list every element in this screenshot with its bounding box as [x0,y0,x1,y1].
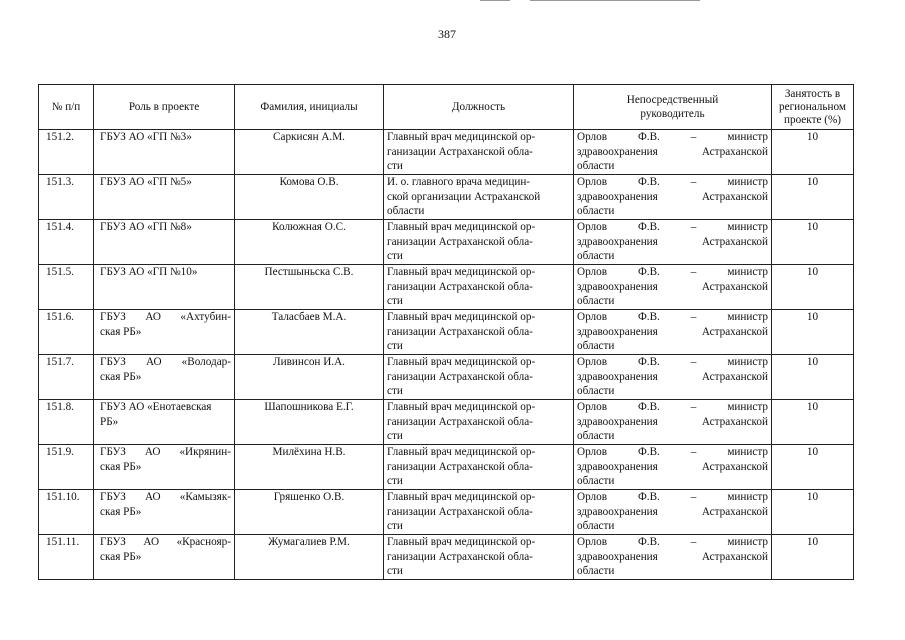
role-line [100,370,231,385]
supervisor-line-word: здравоохранения [577,370,658,383]
cell-position [384,400,574,445]
staff-table [38,84,854,580]
header-supervisor-line: Непосредственный [626,94,719,106]
supervisor-line-word: министр [727,401,768,413]
cell-name: Саркисян А.М. [235,130,384,175]
cell-role [94,355,235,400]
role-line [100,415,231,430]
cell-num: 151.9. [39,445,94,490]
supervisor-line [577,339,768,354]
cell-name: Комова О.В. [235,175,384,220]
cell-name: Милёхина Н.В. [235,445,384,490]
role-line [100,460,231,475]
supervisor-line [577,190,768,205]
cell-occupancy: 10 [772,130,854,175]
position-line: сти [387,565,403,577]
cell-occupancy: 10 [772,400,854,445]
supervisor-line-word: области [577,205,615,217]
cell-position [384,220,574,265]
role-line [100,490,231,505]
supervisor-line-word: министр [727,221,768,233]
supervisor-line-word: Ф.В. [637,266,660,278]
cell-position [384,355,574,400]
table-header-row [39,85,854,130]
supervisor-line [577,204,768,219]
cell-position [384,130,574,175]
supervisor-line-word: Астраханской [701,325,768,338]
role-line-word: «Камызяк- [179,491,231,503]
position-line: сти [387,430,403,442]
supervisor-line-word: здравоохранения [577,505,658,518]
supervisor-line-word: – [690,536,697,548]
supervisor-line [577,249,768,264]
cell-role [94,400,235,445]
supervisor-line-word: здравоохранения [577,550,658,563]
position-line: ганизации Астраханской обла- [387,145,533,158]
cell-role [94,445,235,490]
cell-supervisor [574,310,772,355]
header-supervisor [574,85,772,130]
supervisor-line-word: Ф.В. [637,176,660,188]
scan-artifact-line [480,0,510,1]
cell-num: 151.5. [39,265,94,310]
supervisor-line-word: Ф.В. [637,221,660,233]
role-line [100,550,231,565]
role-line-word: ГБУЗ [100,446,126,458]
position-line: ганизации Астраханской обла- [387,235,533,248]
supervisor-line-word: министр [727,536,768,548]
role-line-word: «Краснояр- [176,536,231,548]
header-occupancy [772,85,854,130]
position-line: Главный врач медицинской ор- [387,446,536,458]
supervisor-line [577,490,768,505]
cell-num: 151.4. [39,220,94,265]
supervisor-line [577,355,768,370]
cell-role [94,265,235,310]
role-line-word: ГБУЗ АО «ГП №8» [100,221,192,233]
role-line-word: «Володар- [181,356,231,368]
role-line-word: ская РБ» [100,550,142,563]
cell-occupancy: 10 [772,175,854,220]
cell-num: 151.8. [39,400,94,445]
table-row [39,445,854,490]
supervisor-line-word: – [690,266,697,278]
role-line [100,445,231,460]
role-line-word: ГБУЗ [100,491,126,503]
role-line-word: «Икрянин- [179,446,231,458]
table-row [39,265,854,310]
supervisor-line [577,145,768,160]
cell-role [94,175,235,220]
cell-position [384,310,574,355]
cell-occupancy: 10 [772,490,854,535]
supervisor-line-word: Ф.В. [637,536,660,548]
page-number: 387 [438,27,456,41]
supervisor-line-word: области [577,160,615,172]
header-supervisor-line: руководитель [640,108,705,120]
supervisor-line-word: Астраханской [701,280,768,293]
supervisor-line-word: Ф.В. [637,401,660,413]
cell-name: Ливинсон И.А. [235,355,384,400]
cell-name: Жумагалиев Р.М. [235,535,384,580]
cell-position [384,265,574,310]
position-line: сти [387,340,403,352]
role-line-word: АО [143,536,160,548]
supervisor-line-word: министр [727,176,768,188]
header-occupancy-line: Занятость в [784,87,841,100]
position-line: Главный врач медицинской ор- [387,311,536,323]
position-line: ганизации Астраханской обла- [387,280,533,293]
supervisor-line-word: Орлов [577,356,607,368]
position-line: И. о. главного врача медицин- [387,176,531,188]
supervisor-line-word: области [577,295,615,307]
cell-name: Гряшенко О.В. [235,490,384,535]
supervisor-line [577,159,768,174]
table-body [39,130,854,580]
supervisor-line [577,384,768,399]
header-name: Фамилия, инициалы [235,85,384,130]
table-row [39,355,854,400]
table-row [39,220,854,265]
supervisor-line-word: министр [727,446,768,458]
cell-role [94,130,235,175]
role-line-word: ская РБ» [100,370,142,383]
supervisor-line-word: министр [727,311,768,323]
table-row [39,130,854,175]
cell-occupancy: 10 [772,355,854,400]
position-line: ганизации Астраханской обла- [387,415,533,428]
role-line [100,355,231,370]
supervisor-line-word: области [577,565,615,577]
role-line-word: ГБУЗ АО «ГП №10» [100,266,198,278]
supervisor-line [577,265,768,280]
position-line: Главный врач медицинской ор- [387,356,536,368]
supervisor-line-word: здравоохранения [577,145,658,158]
cell-position [384,445,574,490]
supervisor-line-word: Ф.В. [637,446,660,458]
supervisor-line-word: Орлов [577,491,607,503]
supervisor-line [577,280,768,295]
supervisor-line-word: области [577,250,615,262]
cell-name: Шапошникова Е.Г. [235,400,384,445]
position-line: сти [387,520,403,532]
supervisor-line-word: здравоохранения [577,325,658,338]
supervisor-line [577,519,768,534]
role-line-word: ГБУЗ [100,311,126,323]
supervisor-line-word: – [690,356,697,368]
cell-num: 151.3. [39,175,94,220]
position-line: ганизации Астраханской обла- [387,325,533,338]
role-line-word: ская РБ» [100,505,142,518]
supervisor-line [577,415,768,430]
supervisor-line-word: Орлов [577,266,607,278]
cell-role [94,310,235,355]
table-row [39,400,854,445]
role-line [100,400,231,415]
supervisor-line-word: министр [727,131,768,143]
cell-supervisor [574,400,772,445]
supervisor-line [577,130,768,145]
role-line-word: ГБУЗ АО «Енотаевская [100,401,212,413]
supervisor-line-word: Астраханской [701,235,768,248]
position-line: области [387,205,425,217]
supervisor-line-word: Орлов [577,176,607,188]
cell-supervisor [574,175,772,220]
role-line-word: АО [145,311,161,323]
position-line: Главный врач медицинской ор- [387,221,536,233]
supervisor-line [577,175,768,190]
supervisor-line-word: Орлов [577,221,607,233]
supervisor-line-word: Астраханской [701,460,768,473]
supervisor-line-word: Астраханской [701,145,768,158]
supervisor-line [577,220,768,235]
role-line-word: ГБУЗ АО «ГП №5» [100,176,192,188]
supervisor-line [577,235,768,250]
cell-supervisor [574,445,772,490]
table-row [39,490,854,535]
position-line: Главный врач медицинской ор- [387,131,536,143]
supervisor-line-word: – [690,491,697,503]
supervisor-line-word: Орлов [577,401,607,413]
supervisor-line-word: министр [727,266,768,278]
supervisor-line-word: Астраханской [701,550,768,563]
position-line: сти [387,160,403,172]
supervisor-line [577,294,768,309]
supervisor-line-word: области [577,520,615,532]
supervisor-line-word: Орлов [577,446,607,458]
supervisor-line-word: Ф.В. [637,311,660,323]
supervisor-line [577,460,768,475]
supervisor-line-word: – [690,446,697,458]
supervisor-line-word: области [577,475,615,487]
supervisor-line [577,445,768,460]
supervisor-line-word: – [690,131,697,143]
supervisor-line-word: министр [727,491,768,503]
role-line-word: ГБУЗ [100,356,126,368]
cell-num: 151.11. [39,535,94,580]
supervisor-line-word: министр [727,356,768,368]
supervisor-line-word: Ф.В. [637,491,660,503]
role-line-word: ГБУЗ [100,536,126,548]
supervisor-line-word: Ф.В. [637,356,660,368]
cell-occupancy: 10 [772,535,854,580]
position-line: ганизации Астраханской обла- [387,505,533,518]
supervisor-line [577,564,768,579]
header-position: Должность [384,85,574,130]
cell-num: 151.7. [39,355,94,400]
role-line-word: АО [144,446,161,458]
cell-name: Таласбаев М.А. [235,310,384,355]
cell-supervisor [574,490,772,535]
role-line-word: ская РБ» [100,325,142,338]
supervisor-line-word: – [690,311,697,323]
role-line-word: ская РБ» [100,460,142,473]
position-line: сти [387,295,403,307]
supervisor-line-word: Астраханской [701,505,768,518]
supervisor-line [577,429,768,444]
position-line: Главный врач медицинской ор- [387,401,536,413]
supervisor-line [577,310,768,325]
supervisor-line-word: здравоохранения [577,235,658,248]
table-row [39,310,854,355]
position-line: Главный врач медицинской ор- [387,491,536,503]
cell-num: 151.10. [39,490,94,535]
role-line [100,325,231,340]
role-line [100,175,231,190]
role-line [100,310,231,325]
cell-occupancy: 10 [772,265,854,310]
cell-role [94,220,235,265]
role-line-word: «Ахтубин- [180,311,231,323]
header-role: Роль в проекте [94,85,235,130]
supervisor-line-word: – [690,221,697,233]
cell-position [384,490,574,535]
cell-position [384,175,574,220]
cell-supervisor [574,355,772,400]
cell-num: 151.6. [39,310,94,355]
supervisor-line-word: Астраханской [701,190,768,203]
cell-position [384,535,574,580]
position-line: сти [387,250,403,262]
position-line: ской организации Астраханской [387,190,541,203]
supervisor-line-word: – [690,401,697,413]
position-line: Главный врач медицинской ор- [387,266,536,278]
supervisor-line-word: Астраханской [701,415,768,428]
cell-occupancy: 10 [772,445,854,490]
cell-name: Колюжная О.С. [235,220,384,265]
cell-supervisor [574,535,772,580]
cell-num: 151.2. [39,130,94,175]
cell-occupancy: 10 [772,310,854,355]
position-line: Главный врач медицинской ор- [387,536,536,548]
position-line: ганизации Астраханской обла- [387,460,533,473]
supervisor-line-word: области [577,430,615,442]
supervisor-line [577,325,768,340]
supervisor-line [577,474,768,489]
position-line: ганизации Астраханской обла- [387,550,533,563]
cell-supervisor [574,130,772,175]
scan-artifact-line [530,0,700,1]
role-line-word: РБ» [100,415,119,428]
supervisor-line-word: – [690,176,697,188]
role-line [100,535,231,550]
cell-occupancy: 10 [772,220,854,265]
supervisor-line-word: Астраханской [701,370,768,383]
supervisor-line-word: здравоохранения [577,280,658,293]
role-line-word: АО [145,356,162,368]
role-line [100,130,231,145]
supervisor-line [577,550,768,565]
role-line-word: АО [145,491,161,503]
supervisor-line-word: Ф.В. [637,131,660,143]
role-line [100,505,231,520]
supervisor-line-word: области [577,385,615,397]
supervisor-line [577,400,768,415]
supervisor-line-word: здравоохранения [577,415,658,428]
supervisor-line-word: Орлов [577,311,607,323]
cell-role [94,490,235,535]
cell-supervisor [574,220,772,265]
supervisor-line-word: здравоохранения [577,460,658,473]
supervisor-line [577,505,768,520]
cell-name: Пестшыньска С.В. [235,265,384,310]
cell-supervisor [574,265,772,310]
supervisor-line [577,535,768,550]
table-row [39,175,854,220]
role-line-word: ГБУЗ АО «ГП №3» [100,131,192,143]
position-line: ганизации Астраханской обла- [387,370,533,383]
header-occupancy-line: проекте (%) [784,113,841,126]
header-num: № п/п [39,85,94,130]
supervisor-line-word: здравоохранения [577,190,658,203]
supervisor-line-word: Орлов [577,131,607,143]
table-row [39,535,854,580]
position-line: сти [387,475,403,487]
role-line [100,220,231,235]
supervisor-line-word: области [577,340,615,352]
cell-role [94,535,235,580]
role-line [100,265,231,280]
header-occupancy-line: региональном [779,100,846,113]
supervisor-line [577,370,768,385]
supervisor-line-word: Орлов [577,536,607,548]
position-line: сти [387,385,403,397]
